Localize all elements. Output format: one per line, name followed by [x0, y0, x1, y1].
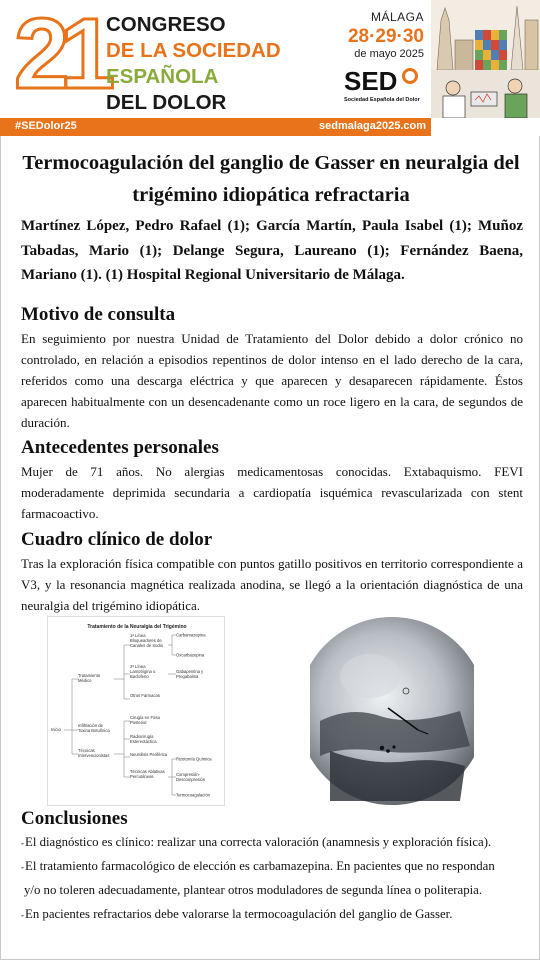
hashtag-bar — [0, 118, 540, 136]
illustration-bottom — [431, 118, 540, 136]
flow-node-oxcarbazepina: Oxcarbazepina — [176, 652, 205, 658]
conclusion-item-3 — [21, 902, 527, 927]
congress-line-4: DEL DOLOR — [106, 91, 227, 114]
event-month: de mayo 2025 — [354, 48, 424, 60]
conclusion-item-1 — [21, 830, 527, 855]
flow-node-toxina: Infiltración de Toxina Botulínica — [78, 723, 110, 733]
bullet-dash: - — [21, 910, 24, 920]
flow-node-cirugia: Cirugía en Fosa Posterior — [130, 715, 160, 725]
flowchart-svg — [48, 617, 226, 807]
congress-number — [14, 0, 106, 110]
flow-node-tratamiento-medico: Tratamiento Médico — [78, 673, 101, 683]
flow-node-radiocirugia: Radiocirugía Estereotáctica — [130, 734, 157, 744]
conclusion-text-2b: y/o no toleren adecuadamente, plantear otros moduladores de segunda línea o politerapia. — [24, 883, 483, 897]
malaga-illustration — [431, 0, 540, 118]
hashtag: #SEDolor25 — [15, 120, 77, 132]
congress-line-1: CONGRESO — [106, 13, 226, 36]
treatment-flowchart — [47, 616, 225, 806]
congress-number-text: 21 — [14, 0, 106, 110]
section-antecedentes-title: Antecedentes personales — [21, 437, 219, 458]
conclusion-text-3: En pacientes refractarios debe valorarse la termocoagulación del ganglio de Gasser. — [25, 907, 453, 921]
authors: Martínez López, Pedro Rafael (1); García Martín, Paula Isabel (1); Muñoz Tabadas, Mario (1); Delange Segura, Laureano (1); Fernández Baena, Mariano (1). (1) Hospital Regional Universitario de Málaga. — [21, 218, 523, 283]
website-link[interactable]: sedmalaga2025.com — [318, 120, 426, 132]
conclusion-item-2-continued — [21, 878, 527, 902]
sed-logo-subtitle: Sociedad Española del Dolor — [344, 97, 420, 103]
section-motivo-title: Motivo de consulta — [21, 304, 176, 325]
flow-node-2a-linea: 2ª Línea Lamotrigina o Baclofeno — [130, 664, 156, 679]
flow-node-rizotomia: Rizotomía Química — [176, 756, 212, 762]
flow-node-neurolisis: Neurolisis Periférica — [130, 752, 168, 757]
flow-node-gabapentina: Gabapentina y Pregabalina — [176, 669, 204, 679]
flow-node-1a-linea: 1ª Línea Bloqueadores de Canales de Sodio — [130, 633, 164, 648]
poster-content — [0, 136, 540, 960]
congress-name — [106, 12, 281, 116]
sed-logo-text: SED — [344, 66, 398, 96]
xray-image-icon — [310, 616, 474, 807]
congress-line-3: ESPAÑOLA — [106, 65, 219, 88]
section-cuadro-text: Tras la exploración física compatible con puntos gatillo positivos en territorio correspondiente a V3, y la resonancia magnética realizada anodina, se llegó a la orientación diagnóstica de una neuralgia del trigémino idiopática. — [21, 556, 523, 613]
flow-node-inicio: Inicio — [51, 727, 61, 732]
fluoroscopy-image — [310, 616, 474, 807]
flow-node-tecnicas: Técnicas Intervencionistas — [78, 748, 110, 758]
flow-node-otros: Otros Fármacos — [130, 693, 161, 698]
sed-logo — [344, 68, 426, 108]
conclusion-item-2 — [21, 854, 527, 879]
congress-line-2: DE LA SOCIEDAD — [106, 39, 281, 62]
conclusion-text-1: El diagnóstico es clínico: realizar una correcta valoración (anamnesis y exploración física). — [25, 835, 492, 849]
event-days: 28·29·30 — [347, 26, 424, 47]
section-antecedentes-text: Mujer de 71 años. No alergias medicamentosas conocidas. Extabaquismo. FEVI moderadamente deprimida secundaria a cardiopatía isquémica revascularizada con stent farmacoactivo. — [21, 464, 523, 521]
event-city: MÁLAGA — [370, 10, 424, 24]
poster-header — [0, 0, 540, 118]
flow-node-termocoagulacion: Termocoagulación — [176, 792, 210, 798]
flow-node-carbamazepina: Carbamazepina — [176, 632, 206, 638]
sun-icon — [402, 68, 418, 84]
conclusion-text-2: El tratamiento farmacológico de elección es carbamazepina. En pacientes que no respondan — [25, 859, 495, 873]
bullet-dash: - — [21, 838, 24, 848]
section-motivo-text: En seguimiento por nuestra Unidad de Tratamiento del Dolor debido a dolor crónico no controlado, en relación a episodios repentinos de dolor intenso en el lado derecho de la cara, referidos como una descarga eléctrica y que aparecen y desaparecen rápidamente. Éstos aparecen habitualmente con un desencadenante como un roce ligero en la cara, de segundos de duración. — [21, 331, 523, 430]
section-conclusiones-title: Conclusiones — [21, 808, 128, 829]
flowchart-title: Tratamiento de la Neuralgia del Trigémino — [87, 624, 187, 630]
bullet-dash: - — [21, 862, 24, 872]
event-date-location — [330, 10, 424, 60]
cityscape-illustration-icon — [431, 0, 540, 118]
section-cuadro-title: Cuadro clínico de dolor — [21, 529, 213, 550]
flow-node-compresion: Compresión-Descompresión — [176, 772, 206, 782]
poster-title: Termocoagulación del ganglio de Gasser en neuralgia del trigémino idiopática refractaria — [22, 152, 520, 206]
flow-node-ablativas: Técnicas Ablativas Percutáneas — [130, 769, 165, 779]
